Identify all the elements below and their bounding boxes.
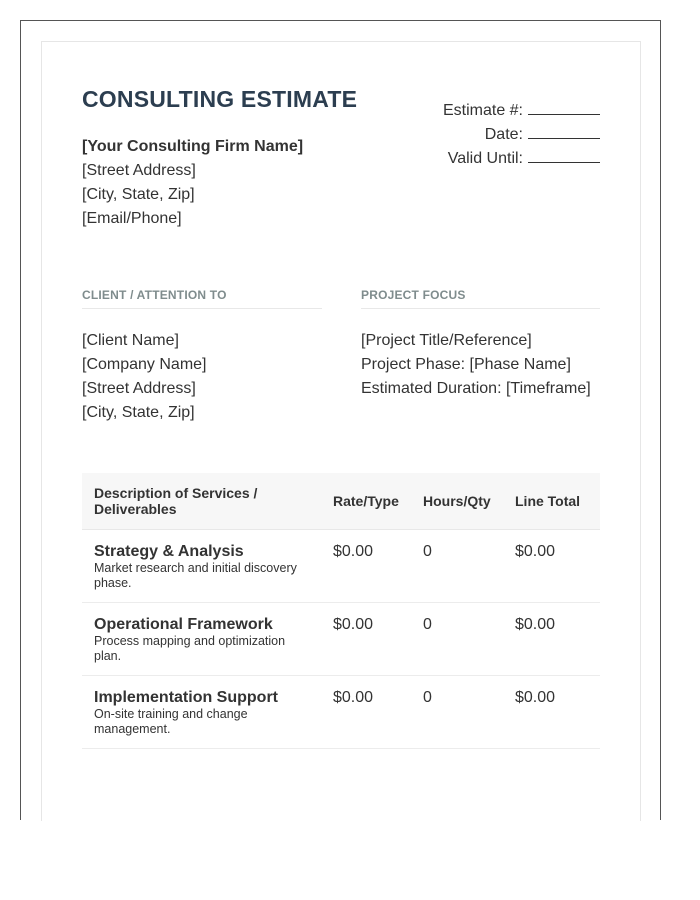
service-hours: 0 (411, 530, 503, 603)
service-rate: $0.00 (321, 530, 411, 603)
valid-until-blank[interactable] (528, 148, 600, 163)
service-detail: Market research and initial discovery phase. (94, 561, 297, 590)
estimate-number-row (443, 99, 600, 123)
service-description-cell (82, 676, 321, 749)
table-header-row (82, 473, 600, 530)
valid-until-label: Valid Until: (447, 150, 523, 167)
project-phase: Project Phase: [Phase Name] (361, 356, 571, 373)
client-heading: CLIENT / ATTENTION TO (82, 288, 322, 309)
firm-contact: [Email/Phone] (82, 210, 182, 227)
client-info (82, 329, 322, 425)
header-hours: Hours/Qty (411, 473, 503, 530)
service-name: Strategy & Analysis (94, 543, 244, 560)
table-row (82, 530, 600, 603)
firm-name: [Your Consulting Firm Name] (82, 138, 304, 155)
client-city: [City, State, Zip] (82, 404, 195, 421)
firm-address-block (82, 135, 303, 231)
client-street: [Street Address] (82, 380, 196, 397)
service-hours: 0 (411, 676, 503, 749)
services-table (82, 473, 600, 749)
service-rate: $0.00 (321, 676, 411, 749)
valid-until-row (443, 147, 600, 171)
estimate-number-label: Estimate #: (442, 102, 523, 119)
header-rate: Rate/Type (321, 473, 411, 530)
date-blank[interactable] (528, 124, 600, 139)
page-title: CONSULTING ESTIMATE (82, 86, 358, 112)
firm-street: [Street Address] (82, 162, 196, 179)
client-section (82, 288, 322, 425)
service-hours: 0 (411, 603, 503, 676)
project-duration: Estimated Duration: [Timeframe] (361, 380, 591, 397)
project-title: [Project Title/Reference] (361, 332, 532, 349)
service-description-cell (82, 530, 321, 603)
service-line-total: $0.00 (503, 530, 600, 603)
estimate-number-blank[interactable] (528, 100, 600, 115)
date-label: Date: (484, 126, 523, 143)
client-name: [Client Name] (82, 332, 179, 349)
service-description-cell (82, 603, 321, 676)
table-row (82, 676, 600, 749)
service-name: Operational Framework (94, 616, 273, 633)
estimate-meta-block (443, 99, 600, 171)
project-heading: PROJECT FOCUS (361, 288, 600, 309)
project-section (361, 288, 600, 401)
table-row (82, 603, 600, 676)
header-description: Description of Services / Deliverables (82, 473, 321, 530)
service-name: Implementation Support (94, 689, 278, 706)
header-line-total: Line Total (503, 473, 600, 530)
date-row (443, 123, 600, 147)
service-detail: On-site training and change management. (94, 707, 248, 736)
service-rate: $0.00 (321, 603, 411, 676)
project-info (361, 329, 600, 401)
firm-city: [City, State, Zip] (82, 186, 195, 203)
service-line-total: $0.00 (503, 603, 600, 676)
service-detail: Process mapping and optimization plan. (94, 634, 286, 663)
service-line-total: $0.00 (503, 676, 600, 749)
client-company: [Company Name] (82, 356, 207, 373)
